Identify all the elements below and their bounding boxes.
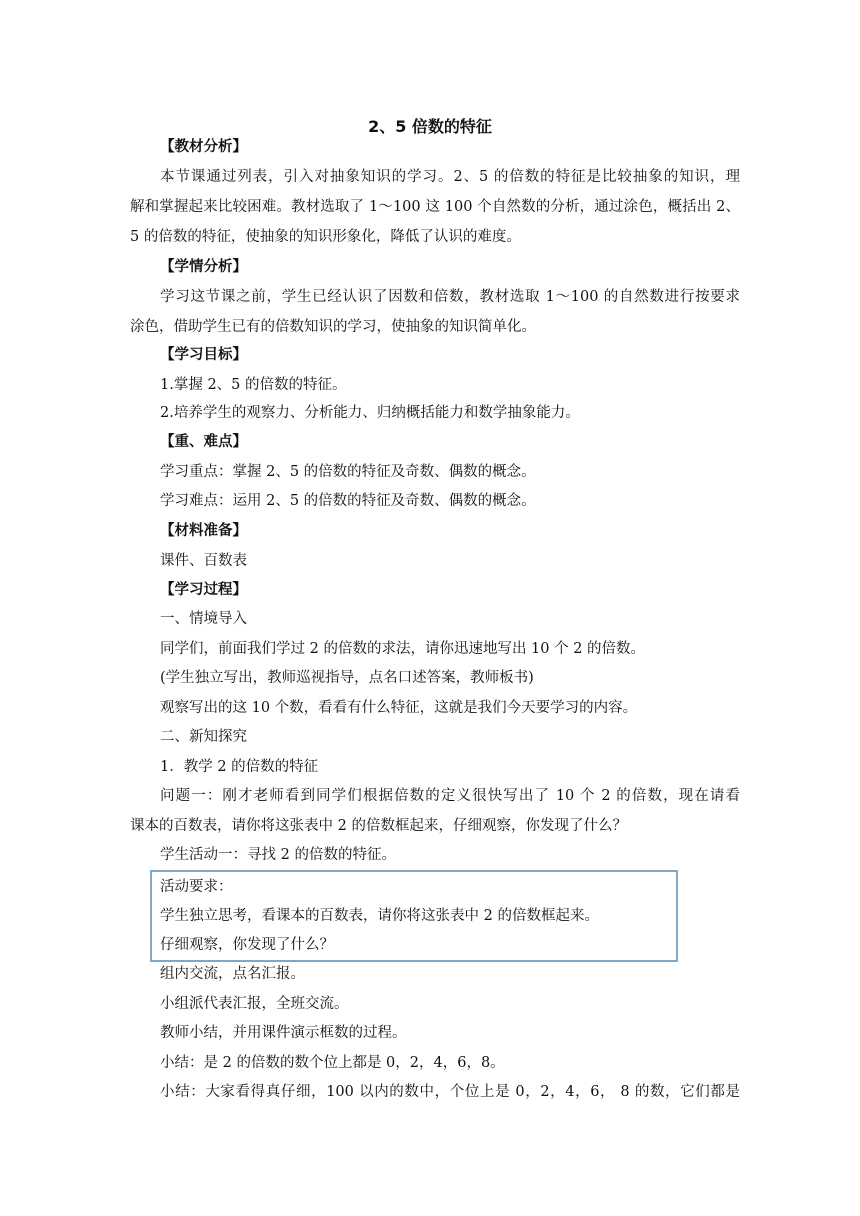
key-point: 学习难点：运用 2、5 的倍数的特征及奇数、偶数的概念。 [160, 493, 536, 509]
activity-box-line: 学生独立思考，看课本的百数表，请你将这张表中 2 的倍数框起来。 [160, 908, 599, 924]
page-title: 2、5 倍数的特征 [368, 117, 492, 136]
process-line: (学生独立写出，教师巡视指导，点名口述答案，教师板书) [160, 670, 534, 686]
analysis-line: 本节课通过列表，引入对抽象知识的学习。2、5 的倍数的特征是比较抽象的知识，理 [160, 169, 740, 185]
after-line: 小结：大家看得真仔细，100 以内的数中，个位上是 0，2，4，6， 8 的数，它们都是 [160, 1084, 740, 1100]
process-line: 学生活动一：寻找 2 的倍数的特征。 [160, 847, 396, 863]
student-line: 涂色，借助学生已有的倍数知识的学习，使抽象的知识简单化。 [130, 319, 536, 335]
process-line: 观察写出的这 10 个数，看看有什么特征，这就是我们今天要学习的内容。 [160, 700, 638, 716]
process-line: 课本的百数表，请你将这张表中 2 的倍数框起来，仔细观察，你发现了什么？ [130, 818, 627, 834]
process-line: 1．教学 2 的倍数的特征 [160, 759, 319, 775]
goal-item: 2.培养学生的观察力、分析能力、归纳概括能力和数学抽象能力。 [160, 405, 580, 421]
after-line: 小组派代表汇报，全班交流。 [160, 996, 349, 1012]
process-line: 二、新知探究 [160, 729, 247, 745]
key-heading: 【重、难点】 [160, 434, 247, 450]
analysis-heading: 【教材分析】 [160, 139, 247, 155]
activity-box-line: 活动要求： [160, 879, 233, 895]
process-line: 同学们，前面我们学过 2 的倍数的求法，请你迅速地写出 10 个 2 的倍数。 [160, 641, 646, 657]
after-line: 教师小结，并用课件演示框数的过程。 [160, 1025, 407, 1041]
student-heading: 【学情分析】 [160, 259, 247, 275]
analysis-line: 5 的倍数的特征，使抽象的知识形象化，降低了认识的难度。 [130, 229, 521, 245]
materials-heading: 【材料准备】 [160, 523, 247, 539]
goal-item: 1.掌握 2、5 的倍数的特征。 [160, 377, 347, 393]
after-line: 小结：是 2 的倍数的数个位上都是 0，2，4，6，8。 [160, 1055, 505, 1071]
after-line: 组内交流，点名汇报。 [160, 966, 305, 982]
process-line: 问题一：刚才老师看到同学们根据倍数的定义很快写出了 10 个 2 的倍数，现在请看 [160, 788, 740, 804]
analysis-line: 解和掌握起来比较困难。教材选取了 1～100 这 100 个自然数的分析，通过涂色，概括出 2、 [130, 199, 740, 215]
key-point: 学习重点：掌握 2、5 的倍数的特征及奇数、偶数的概念。 [160, 464, 536, 480]
activity-box-line: 仔细观察，你发现了什么？ [160, 937, 334, 953]
process-line: 一、情境导入 [160, 611, 247, 627]
materials-text: 课件、百数表 [160, 553, 247, 569]
process-heading: 【学习过程】 [160, 582, 247, 598]
goals-heading: 【学习目标】 [160, 347, 247, 363]
student-line: 学习这节课之前，学生已经认识了因数和倍数，教材选取 1～100 的自然数进行按要求 [160, 289, 740, 305]
